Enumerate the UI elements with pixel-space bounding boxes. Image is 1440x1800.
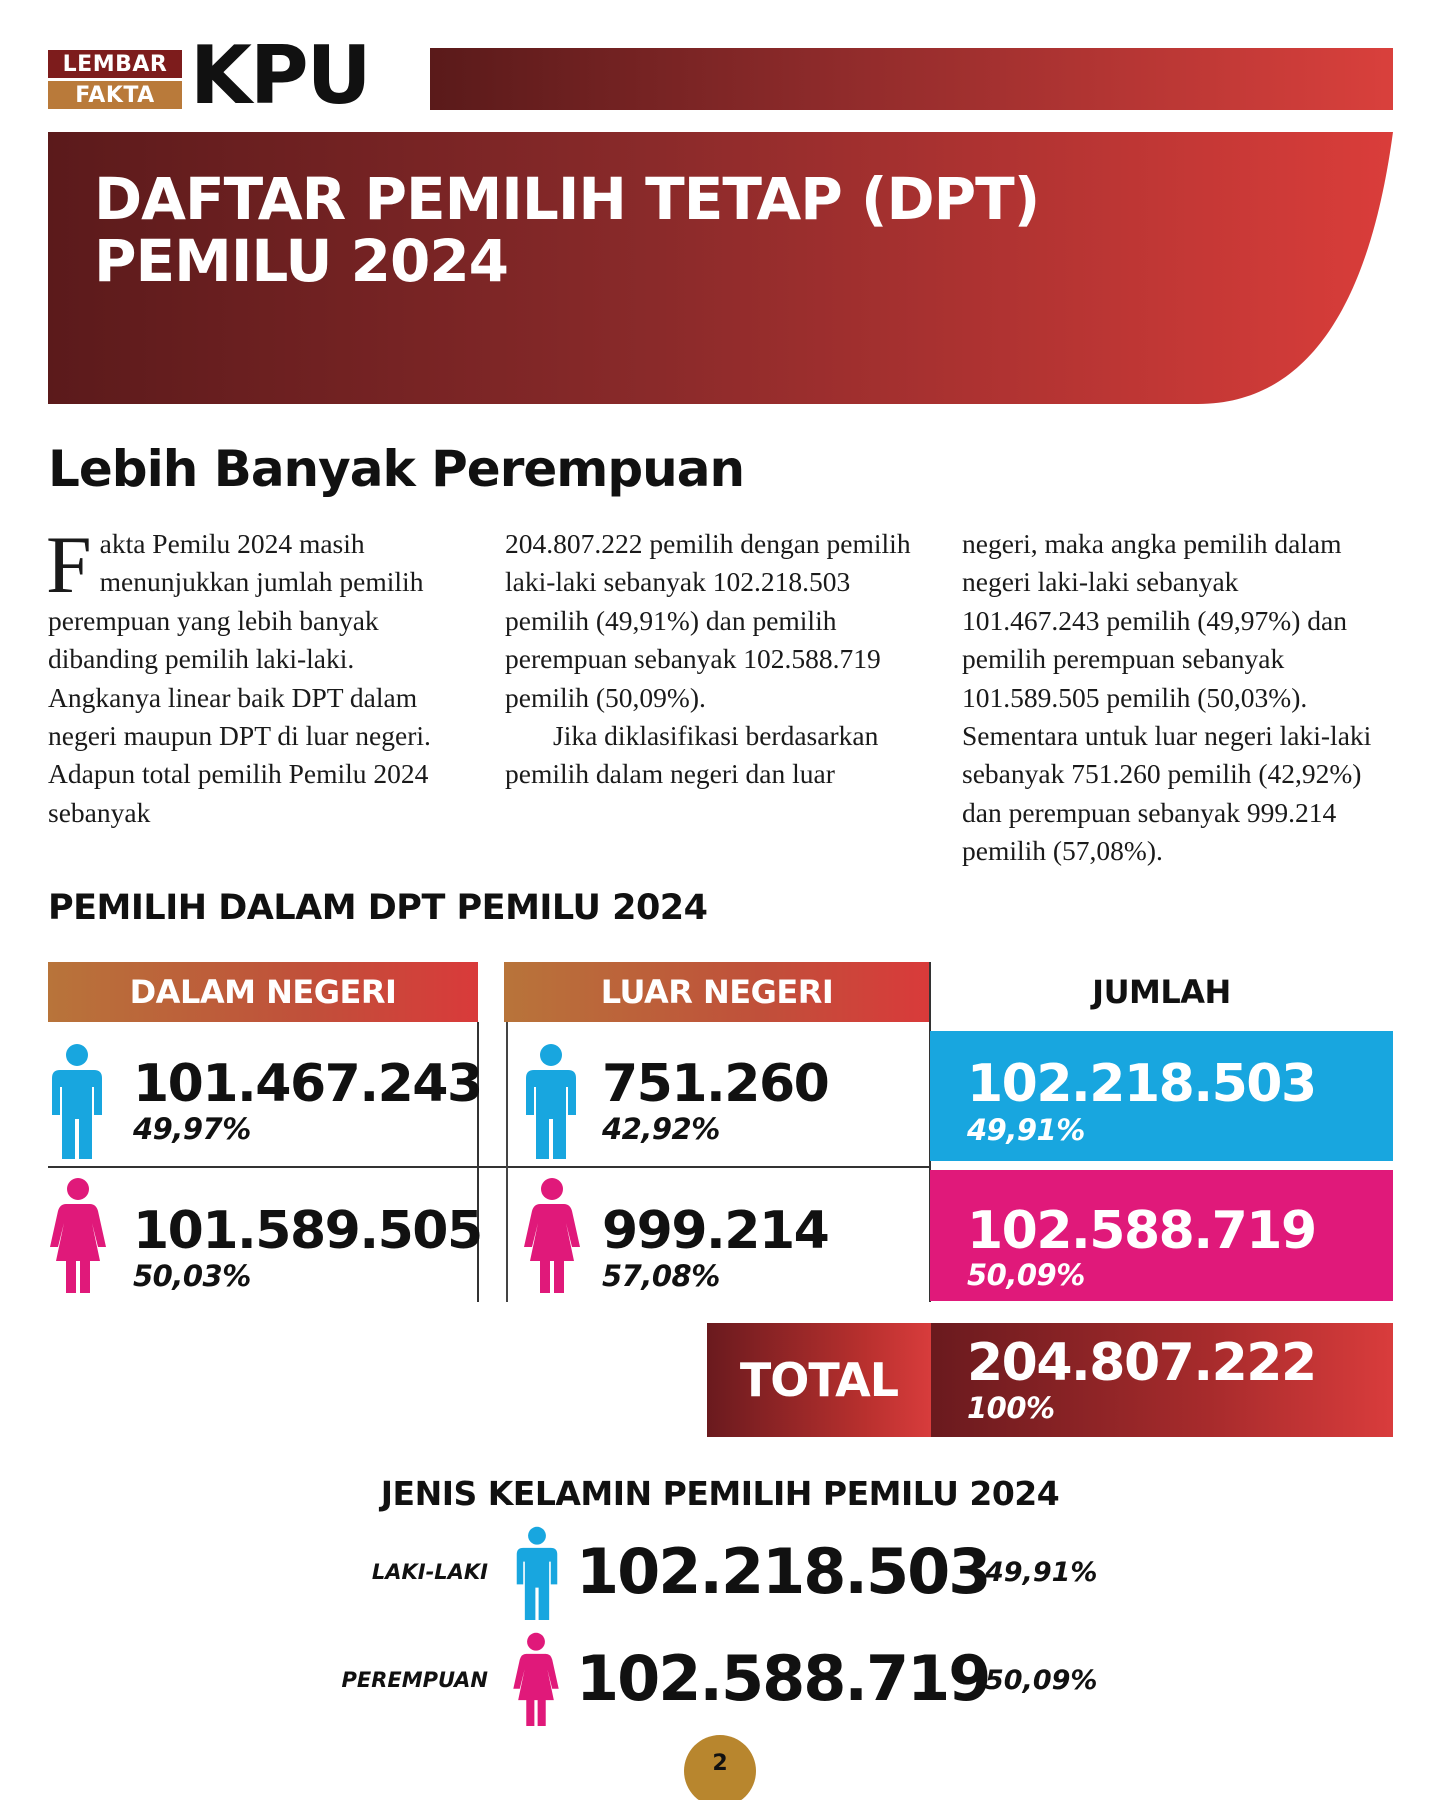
dalam-negeri-male-pct: 49,97%	[133, 1112, 251, 1146]
luar-negeri-female-pct: 57,08%	[602, 1259, 720, 1293]
page-title-line1: DAFTAR PEMILIH TETAP (DPT)	[94, 165, 1040, 233]
gender-male-label: LAKI-LAKI	[371, 1560, 488, 1584]
column-2-paragraph-2: Jika diklasifikasi berdasarkan pemilih dalam negeri dan luar	[505, 720, 879, 790]
jumlah-male-value: 102.218.503	[967, 1054, 1316, 1114]
logo-fakta: FAKTA	[48, 81, 182, 109]
female-person-icon	[524, 1177, 580, 1293]
article-column-3	[962, 525, 1382, 871]
luar-negeri-female-value: 999.214	[602, 1201, 829, 1261]
total-box	[931, 1323, 1393, 1437]
drop-cap: F	[46, 519, 92, 610]
jumlah-female-pct: 50,09%	[967, 1258, 1085, 1292]
header-accent-bar	[430, 48, 1393, 110]
column-2-paragraph-1: 204.807.222 pemilih dengan pemilih laki-laki sebanyak 102.218.503 pemilih (49,91%) dan pemilih perempuan sebanyak 102.588.719 pemilih (50,09%).	[505, 528, 911, 713]
female-person-icon	[50, 1177, 106, 1293]
male-person-icon	[515, 1526, 559, 1620]
jumlah-female-box	[930, 1170, 1393, 1301]
gender-female-value: 102.588.719	[576, 1642, 990, 1715]
dalam-negeri-female-pct: 50,03%	[133, 1259, 251, 1293]
total-label: TOTAL	[707, 1323, 931, 1437]
gender-male-value: 102.218.503	[576, 1535, 990, 1608]
male-person-icon	[50, 1043, 104, 1159]
page-number: 2	[684, 1735, 756, 1800]
luar-negeri-male-pct: 42,92%	[602, 1112, 720, 1146]
hero-banner	[48, 132, 1393, 404]
luar-negeri-male-value: 751.260	[602, 1054, 829, 1114]
dpt-table-title: PEMILIH DALAM DPT PEMILU 2024	[48, 888, 708, 928]
total-value: 204.807.222	[967, 1333, 1316, 1393]
column-1-text: akta Pemilu 2024 masih menunjukkan jumlah pemilih perempuan yang lebih banyak dibanding pemilih laki-laki. Angkanya linear baik DPT dalam negeri maupun DPT di luar negeri. Adapun total pemilih Pemilu 2024 sebanyak	[48, 528, 431, 828]
male-person-icon	[524, 1043, 578, 1159]
header-jumlah: JUMLAH	[1092, 973, 1231, 1011]
page-title	[94, 165, 1040, 295]
jumlah-male-box	[930, 1031, 1393, 1161]
header-luar-negeri: LUAR NEGERI	[504, 962, 930, 1022]
logo-lembar: LEMBAR	[48, 50, 182, 78]
dalam-negeri-female-value: 101.589.505	[133, 1201, 482, 1261]
article-headline: Lebih Banyak Perempuan	[48, 440, 745, 498]
jumlah-male-pct: 49,91%	[967, 1113, 1085, 1147]
table-divider	[506, 1022, 508, 1302]
jumlah-female-value: 102.588.719	[967, 1201, 1316, 1261]
total-pct: 100%	[967, 1391, 1055, 1425]
logo-kpu: KPU	[190, 29, 370, 122]
gender-female-pct: 50,09%	[985, 1665, 1098, 1696]
article-column-2	[505, 525, 925, 794]
column-3-text: negeri, maka angka pemilih dalam negeri laki-laki sebanyak 101.467.243 pemilih (49,97%) dan pemilih perempuan sebanyak 101.589.505 pemilih (50,03%). Sementara untuk luar negeri laki-laki sebanyak 751.260 pemilih (42,92%) dan perempuan sebanyak 999.214 pemilih (57,08%).	[962, 528, 1372, 867]
gender-male-pct: 49,91%	[985, 1557, 1098, 1588]
dalam-negeri-male-value: 101.467.243	[133, 1054, 482, 1114]
header-dalam-negeri: DALAM NEGERI	[48, 962, 478, 1022]
table-divider	[48, 1166, 930, 1168]
gender-section-title: JENIS KELAMIN PEMILIH PEMILU 2024	[380, 1474, 1060, 1513]
female-person-icon	[513, 1632, 559, 1726]
page-title-line2: PEMILU 2024	[94, 227, 509, 295]
article-column-1	[46, 519, 468, 832]
gender-female-label: PEREMPUAN	[341, 1668, 488, 1692]
